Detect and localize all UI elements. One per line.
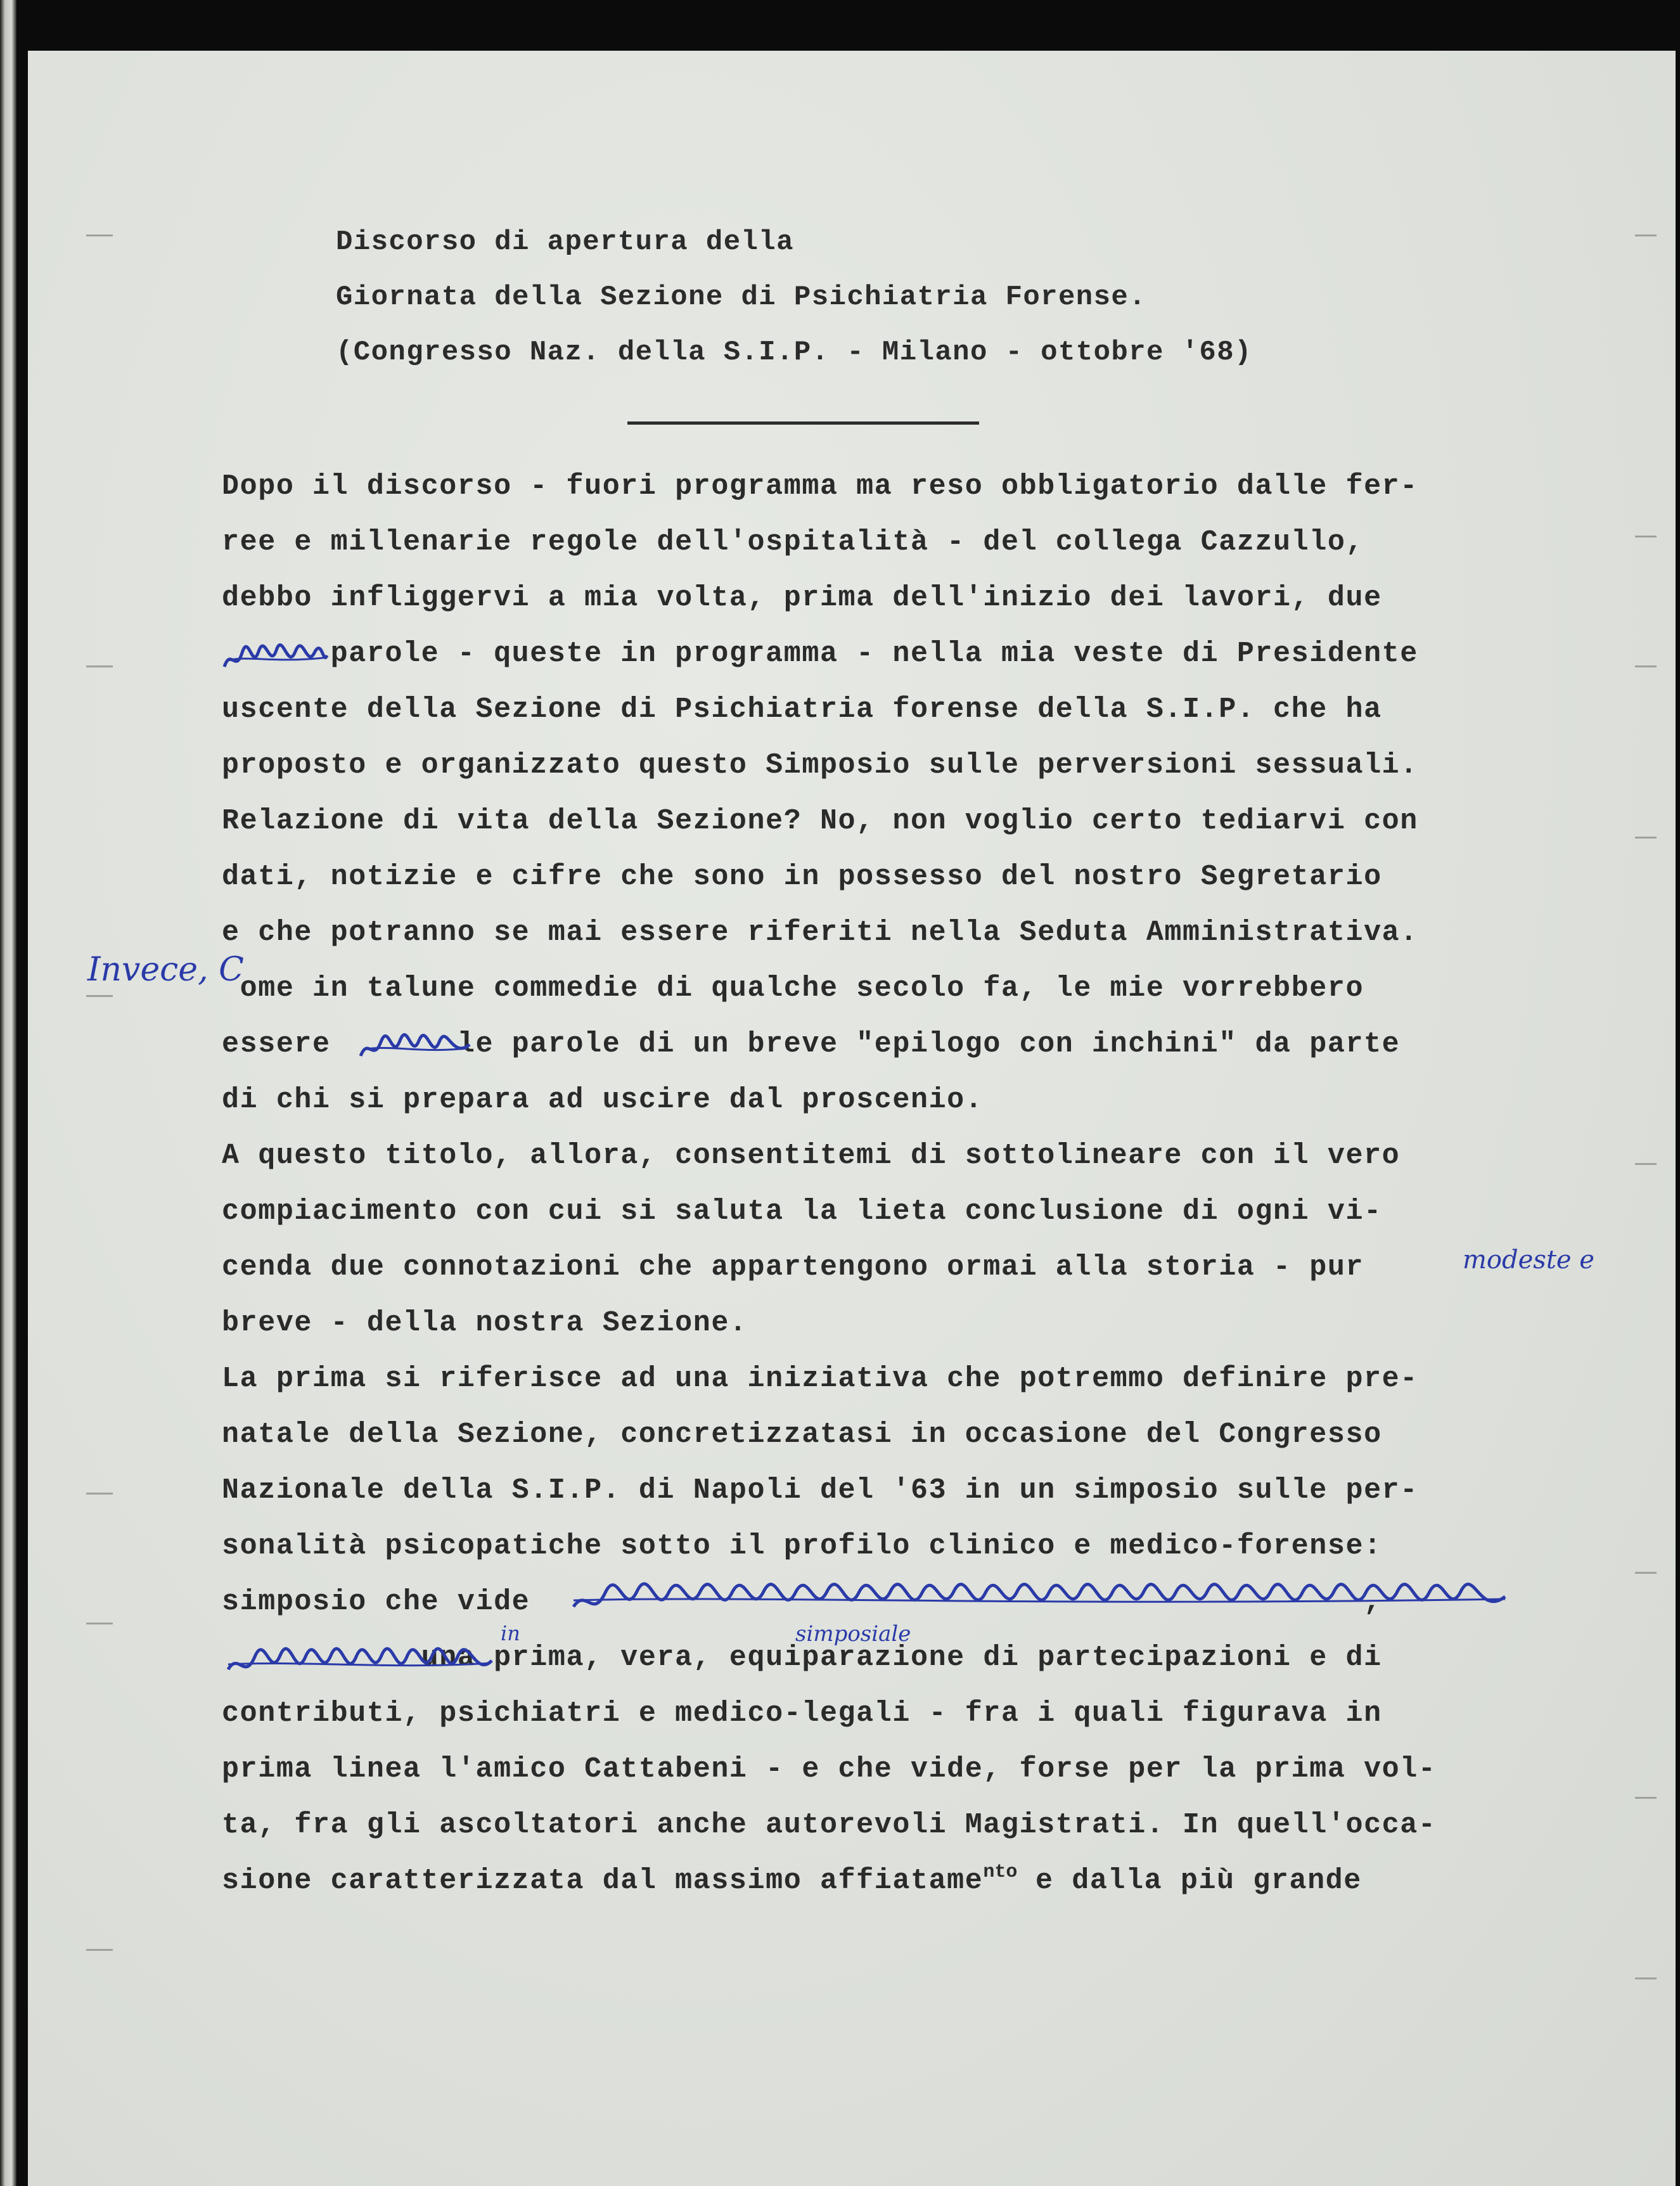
margin-tick (1635, 1977, 1657, 1979)
body-line: compiacimento con cui si saluta la lieta conclusione di ogni vi- (222, 1195, 1382, 1228)
margin-tick (1635, 1797, 1657, 1799)
body-line: uscente della Sezione di Psichiatria forense della S.I.P. che ha (222, 693, 1382, 726)
body-line: prima linea l'amico Cattabeni - e che vide, forse per la prima vol- (222, 1753, 1437, 1785)
body-line: una prima, vera, equiparazione di partecipazioni e di (222, 1642, 1382, 1674)
body-line: essere le parole di un breve "epilogo con inchini" da parte (222, 1028, 1401, 1060)
body-line: simposio che vide , (222, 1586, 1382, 1618)
margin-tick (1635, 665, 1657, 667)
body-line: Nazionale della S.I.P. di Napoli del '63 in un simposio sulle per- (222, 1474, 1418, 1507)
crossed-out-word-scribble (358, 1032, 472, 1070)
body-line: Relazione di vita della Sezione? No, non voglio certo tediarvi con (222, 805, 1418, 837)
body-line: Dopo il discorso - fuori programma ma reso obbligatorio dalle fer- (222, 470, 1418, 503)
handwritten-insertion-in: in (501, 1621, 520, 1645)
body-line: e che potranno se mai essere riferiti nella Seduta Amministrativa. (222, 916, 1418, 949)
body-line: A questo titolo, allora, consentitemi di sottolineare con il vero (222, 1140, 1401, 1172)
last-line-superscript: nto (983, 1861, 1018, 1883)
adjacent-page-edge (0, 0, 16, 2186)
crossed-out-line-scribble (574, 1581, 1511, 1626)
body-line-last (222, 1861, 1362, 1897)
body-line: contributi, psichiatri e medico-legali - fra i quali figurava in (222, 1697, 1382, 1730)
body-line: debbo infliggervi a mia volta, prima dell'inizio dei lavori, due (222, 582, 1382, 614)
heading-line-2: Giornata della Sezione di Psichiatria Forense. (336, 281, 1146, 313)
heading-line-1: Discorso di apertura della (336, 226, 794, 258)
margin-tick (1635, 1163, 1657, 1165)
body-line: La prima si riferisce ad una iniziativa che potremmo definire pre- (222, 1363, 1418, 1395)
body-line: di chi si prepara ad uscire dal proscenio. (222, 1084, 984, 1116)
margin-tick (1635, 235, 1657, 236)
body-line: natale della Sezione, concretizzatasi in occasione del Congresso (222, 1418, 1382, 1451)
margin-tick (1635, 837, 1657, 839)
body-line: proposto e organizzato questo Simposio sulle perversioni sessuali. (222, 749, 1418, 781)
body-line: parole - queste in programma - nella mia veste di Presidente (222, 638, 1418, 670)
body-line: ome in talune commedie di qualche secolo fa, le mie vorrebbero (222, 972, 1364, 1005)
handwritten-note-modeste: modeste e (1463, 1245, 1594, 1275)
margin-tick (86, 235, 113, 236)
heading-line-3: (Congresso Naz. della S.I.P. - Milano - ottobre '68) (336, 337, 1252, 368)
last-line-start: sione caratterizzata dal massimo affiatame (222, 1865, 984, 1897)
title-underline (627, 421, 979, 425)
body-line: cenda due connotazioni che appartengono ormai alla storia - pur (222, 1251, 1364, 1283)
body-line: dati, notizie e cifre che sono in possesso del nostro Segretario (222, 861, 1382, 893)
margin-tick (1635, 1572, 1657, 1574)
body-line: breve - della nostra Sezione. (222, 1307, 748, 1339)
margin-tick (1635, 536, 1657, 537)
body-line: ree e millenarie regole dell'ospitalità - del collega Cazzullo, (222, 526, 1364, 558)
body-line: ta, fra gli ascoltatori anche autorevoli Magistrati. In quell'occa- (222, 1809, 1437, 1841)
body-line: sonalità psicopatiche sotto il profilo clinico e medico-forense: (222, 1530, 1382, 1562)
crossed-out-word-scribble (222, 641, 330, 679)
margin-tick (86, 665, 113, 667)
margin-tick (86, 995, 113, 997)
margin-tick (86, 1949, 113, 1951)
last-line-tail: e dalla più grande (1017, 1865, 1362, 1897)
margin-tick (86, 1493, 113, 1495)
handwritten-insertion-simposiale: simposiale (795, 1621, 911, 1647)
margin-tick (86, 1623, 113, 1624)
crossed-out-phrase-scribble (228, 1645, 494, 1686)
handwritten-note-invece: Invece, C (87, 951, 244, 989)
